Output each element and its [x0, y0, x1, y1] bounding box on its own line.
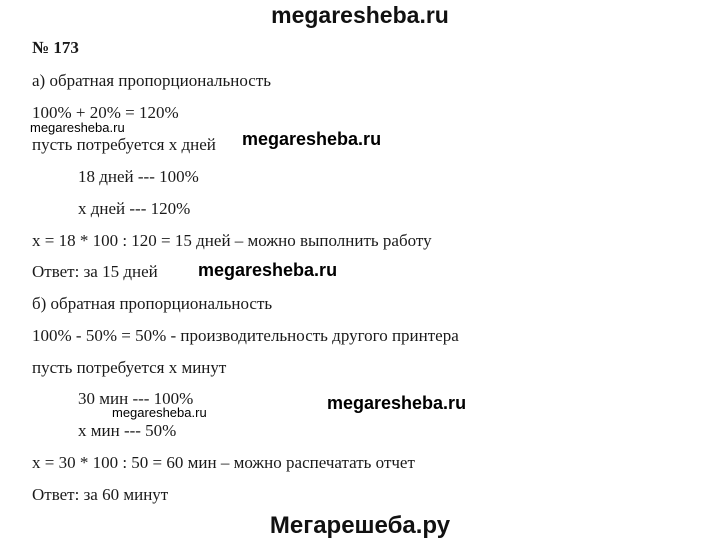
watermark: megaresheba.ru [327, 393, 467, 413]
part-a-heading: а) обратная пропорциональность [32, 71, 272, 90]
watermark: megaresheba.ru [112, 405, 207, 420]
part-a-let: пусть потребуется х дней [32, 135, 216, 154]
part-b-solution: х = 30 * 100 : 50 = 60 мин – можно распечатать отчет [32, 453, 415, 472]
watermark: megaresheba.ru [30, 120, 125, 135]
part-b-heading: б) обратная пропорциональность [32, 294, 273, 313]
part-b-proportion-1: 30 мин --- 100% [78, 389, 194, 408]
part-a-calc: 100% + 20% = 120% [32, 103, 179, 122]
part-a-solution: х = 18 * 100 : 120 = 15 дней – можно выполнить работу [32, 231, 432, 250]
part-b-calc: 100% - 50% = 50% - производительность другого принтера [32, 326, 459, 345]
part-a-proportion-1: 18 дней --- 100% [78, 167, 199, 186]
part-a-proportion-2: х дней --- 120% [78, 199, 191, 218]
part-a-answer: Ответ: за 15 дней [32, 262, 158, 281]
part-b-let: пусть потребуется х минут [32, 358, 227, 377]
site-footer: Мегарешеба.ру [269, 512, 451, 539]
task-number: № 173 [32, 38, 79, 57]
site-header: megaresheba.ru [271, 2, 449, 28]
part-b-answer: Ответ: за 60 минут [32, 485, 169, 504]
part-b-proportion-2: х мин --- 50% [78, 421, 177, 440]
watermark: megaresheba.ru [198, 260, 338, 280]
watermark: megaresheba.ru [242, 129, 382, 149]
